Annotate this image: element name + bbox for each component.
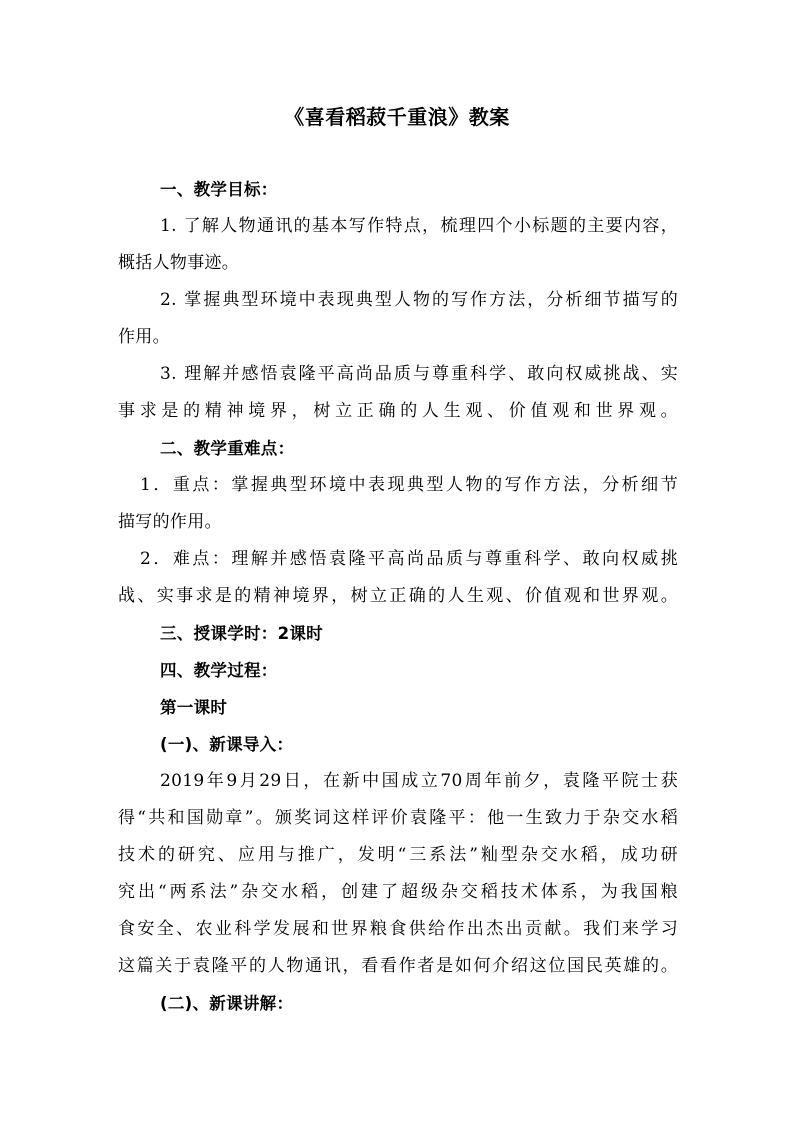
intro-paragraph-line-3: 技术的研究、应用与推广，发明“三系法”籼型杂交水稻，成功研 bbox=[118, 845, 678, 865]
key-point-line-1: 1．重点：掌握典型环境中表现典型人物的写作方法，分析细节 bbox=[140, 475, 678, 495]
difficult-point-line-2: 战、实事求是的精神境界，树立正确的人生观、价值观和世界观。 bbox=[118, 586, 678, 606]
section-heading-key-points: 二、教学重难点： bbox=[160, 439, 295, 458]
subheading-introduction: (一)、新课导入： bbox=[160, 735, 294, 754]
objective-3-line-2: 事求是的精神境界，树立正确的人生观、价值观和世界观。 bbox=[118, 401, 678, 421]
intro-paragraph-line-6: 这篇关于袁隆平的人物通讯，看看作者是如何介绍这位国民英雄的。 bbox=[118, 956, 678, 976]
intro-paragraph-line-5: 食安全、农业科学发展和世界粮食供给作出杰出贡献。我们来学习 bbox=[118, 919, 678, 939]
section-heading-hours: 三、授课学时：2课时 bbox=[160, 624, 323, 643]
lesson-heading: 第一课时 bbox=[160, 698, 228, 717]
section-heading-objectives: 一、教学目标： bbox=[160, 180, 278, 199]
objective-1-line-2: 概括人物事迹。 bbox=[118, 253, 240, 273]
document-title: 《喜看稻菽千重浪》教案 bbox=[284, 105, 510, 129]
section-heading-process: 四、教学过程： bbox=[160, 661, 278, 680]
document-body bbox=[118, 171, 678, 1022]
objective-1-line-1: 1. 了解人物通讯的基本写作特点，梳理四个小标题的主要内容， bbox=[160, 216, 678, 236]
objective-2-line-1: 2. 掌握典型环境中表现典型人物的写作方法，分析细节描写的 bbox=[160, 290, 678, 310]
key-point-line-2: 描写的作用。 bbox=[118, 512, 222, 532]
objective-2-line-2: 作用。 bbox=[118, 327, 170, 347]
subheading-lecture: (二)、新课讲解： bbox=[160, 994, 294, 1013]
intro-paragraph-line-1: 2019年9月29日，在新中国成立70周年前夕，袁隆平院士获 bbox=[160, 771, 678, 791]
intro-paragraph-line-2: 得“共和国勋章”。颁奖词这样评价袁隆平：他一生致力于杂交水稻 bbox=[118, 808, 678, 828]
intro-paragraph-line-4: 究出“两系法”杂交水稻，创建了超级杂交稻技术体系，为我国粮 bbox=[118, 882, 678, 902]
objective-3-line-1: 3. 理解并感悟袁隆平高尚品质与尊重科学、敢向权威挑战、实 bbox=[160, 364, 678, 384]
difficult-point-line-1: 2．难点：理解并感悟袁隆平高尚品质与尊重科学、敢向权威挑 bbox=[140, 549, 678, 569]
